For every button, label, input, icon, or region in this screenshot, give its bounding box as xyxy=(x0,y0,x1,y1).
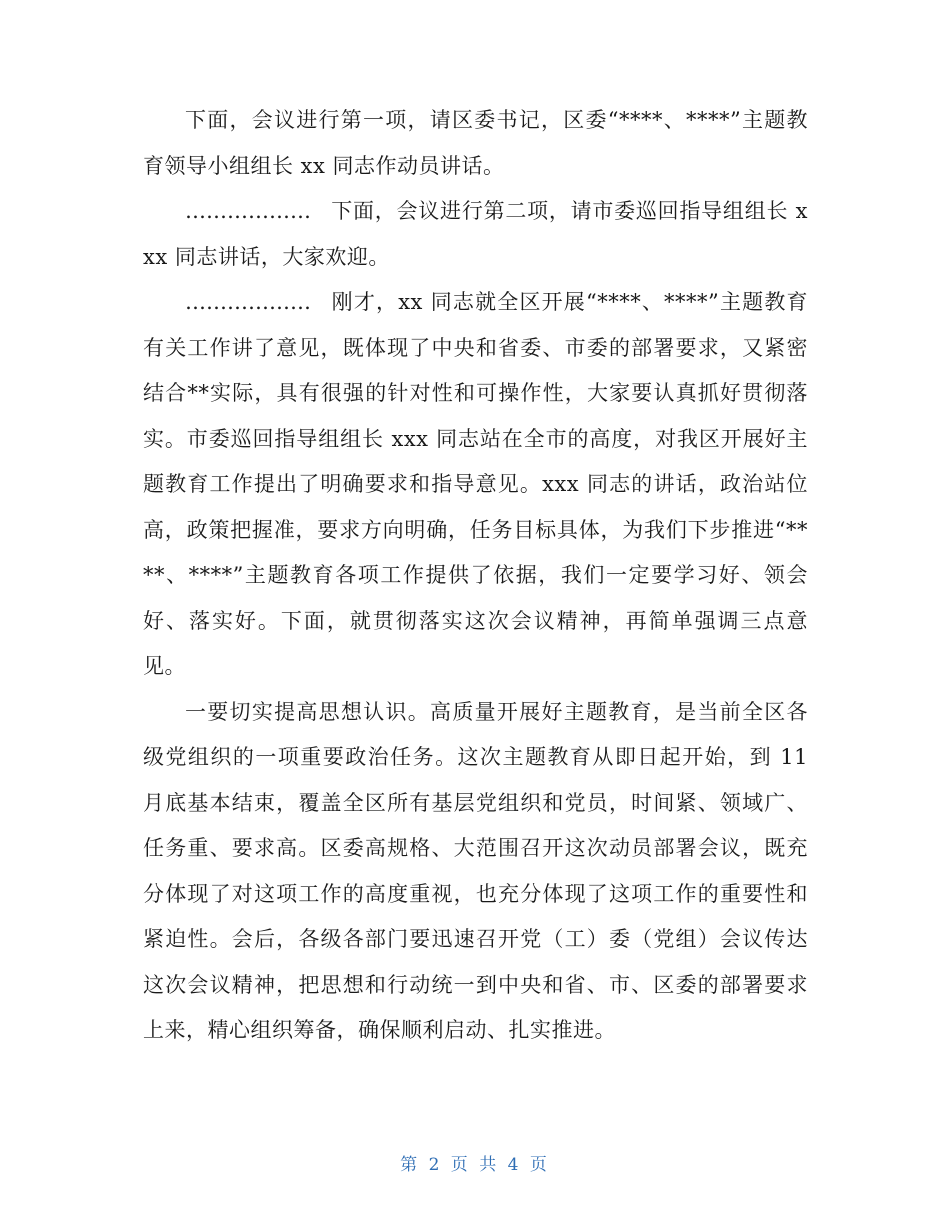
paragraph-1-text: 下面，会议进行第一项，请区委书记，区委“****、****”主题教育领导小组组长 xx 同志作动员讲话。 xyxy=(143,108,808,178)
page-number: 第 2 页 共 4 页 xyxy=(400,1155,550,1175)
paragraph-2-text: 下面，会议进行第二项，请市委巡回指导组组长 xxx 同志讲话，大家欢迎。 xyxy=(143,199,808,269)
paragraph-3 xyxy=(143,280,808,690)
paragraph-4 xyxy=(143,690,808,1054)
paragraph-2 xyxy=(143,189,808,280)
paragraph-1 xyxy=(143,98,808,189)
paragraph-3-text: 刚才，xx 同志就全区开展“****、****”主题教育有关工作讲了意见，既体现了中央和省委、市委的部署要求，又紧密结合**实际，具有很强的针对性和可操作性，大家要认真抓好贯彻落实。市委巡回指导组组长 xxx 同志站在全市的高度，对我区开展好主题教育工作提出了明确要求和指导意见。xxx 同志的讲话，政治站位高，政策把握准，要求方向明确，任务目标具体，为我们下步推进“****、****”主题教育各项工作提供了依据，我们一定要学习好、领会好、落实好。下面，就贯彻落实这次会议精神，再简单强调三点意见。 xyxy=(143,290,808,678)
document-body xyxy=(143,98,808,1054)
page-footer xyxy=(0,1150,950,1175)
paragraph-3-ellipsis: ……………… xyxy=(185,290,311,314)
paragraph-4-text: 一要切实提高思想认识。高质量开展好主题教育，是当前全区各级党组织的一项重要政治任务。这次主题教育从即日起开始，到 11 月底基本结束，覆盖全区所有基层党组织和党员，时间紧、领域广、任务重、要求高。区委高规格、大范围召开这次动员部署会议，既充分体现了对这项工作的高度重视，也充分体现了这项工作的重要性和紧迫性。会后，各级各部门要迅速召开党（工）委（党组）会议传达这次会议精神，把思想和行动统一到中央和省、市、区委的部署要求上来，精心组织筹备，确保顺利启动、扎实推进。 xyxy=(143,699,808,1042)
paragraph-2-ellipsis: ……………… xyxy=(185,199,311,223)
